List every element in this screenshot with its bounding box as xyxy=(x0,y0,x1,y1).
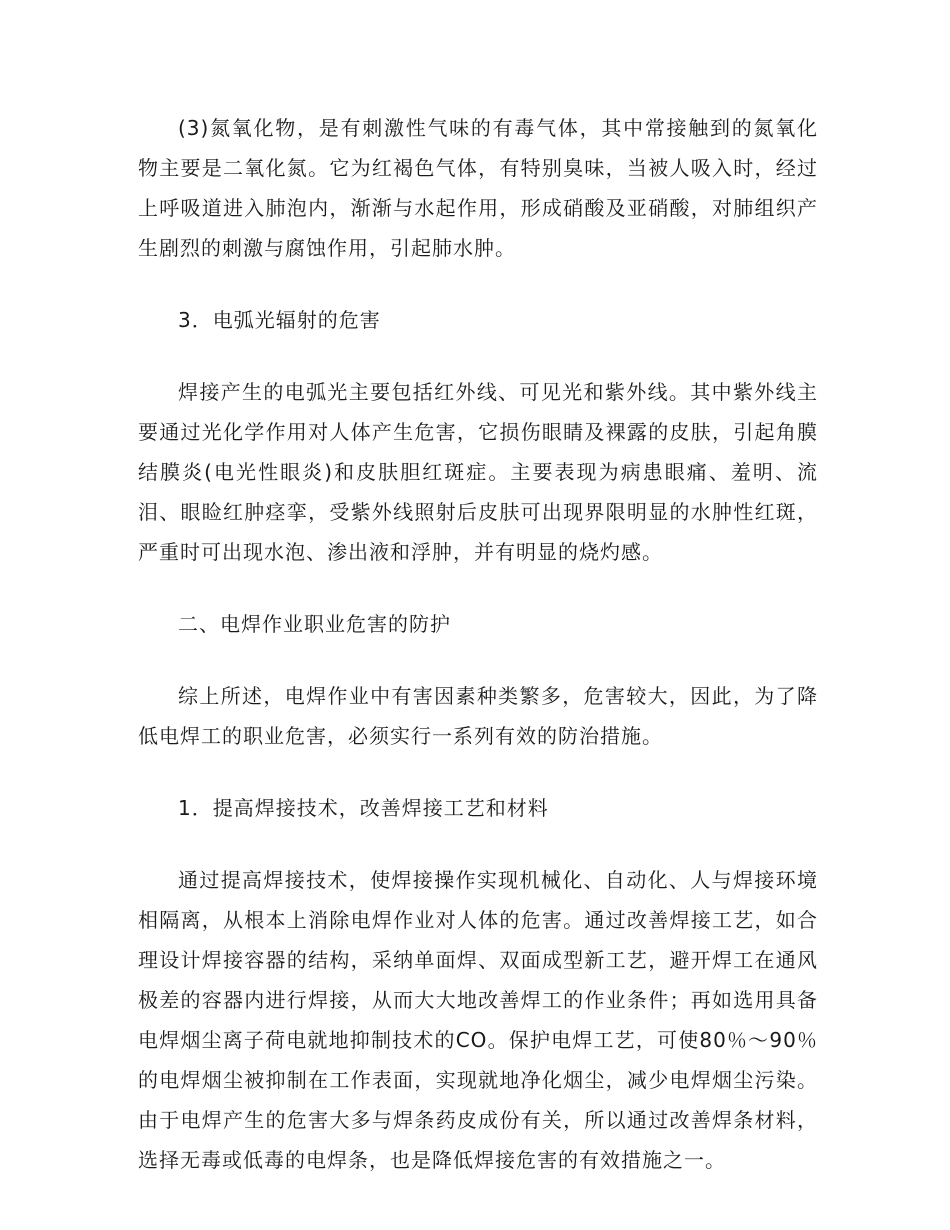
paragraph-summary: 综上所述，电焊作业中有害因素种类繁多，危害较大，因此，为了降低电焊工的职业危害，必须实行一系列有效的防治措施。 xyxy=(138,684,818,748)
paragraph-arc-radiation: 焊接产生的电弧光主要包括红外线、可见光和紫外线。其中紫外线主要通过光化学作用对人体产生危害，它损伤眼睛及裸露的皮肤，引起角膜结膜炎(电光性眼炎)和皮肤胆红斑症。主要表现为病患眼痛、羞明、流泪、眼睑红肿痉挛，受紫外线照射后皮肤可出现界限明显的水肿性红斑，严重时可出现水泡、渗出液和浮肿，并有明显的烧灼感。 xyxy=(138,380,818,564)
document-body xyxy=(138,108,818,1180)
paragraph-nitrogen-oxides: (3)氮氧化物，是有刺激性气味的有毒气体，其中常接触到的氮氧化物主要是二氧化氮。它为红褐色气体，有特别臭味，当被人吸入时，经过上呼吸道进入肺泡内，渐渐与水起作用，形成硝酸及亚硝酸，对肺组织产生剧烈的刺激与腐蚀作用，引起肺水肿。 xyxy=(138,116,818,260)
section-heading-technique: 1．提高焊接技术，改善焊接工艺和材料 xyxy=(178,796,549,820)
paragraph-technique: 通过提高焊接技术，使焊接操作实现机械化、自动化、人与焊接环境相隔离，从根本上消除电焊作业对人体的危害。通过改善焊接工艺，如合理设计焊接容器的结构，采纳单面焊、双面成型新工艺，避开焊工在通风极差的容器内进行焊接，从而大大地改善焊工的作业条件；再如选用具备电焊烟尘离子荷电就地抑制技术的CO。保护电焊工艺，可使80％～90％的电焊烟尘被抑制在工作表面，实现就地净化烟尘，减少电焊烟尘污染。由于电焊产生的危害大多与焊条药皮成份有关，所以通过改善焊条材料，选择无毒或低毒的电焊条，也是降低焊接危害的有效措施之一。 xyxy=(138,868,818,1172)
section-heading-protection: 二、电焊作业职业危害的防护 xyxy=(178,612,451,636)
section-heading-arc-radiation: 3．电弧光辐射的危害 xyxy=(178,308,381,332)
